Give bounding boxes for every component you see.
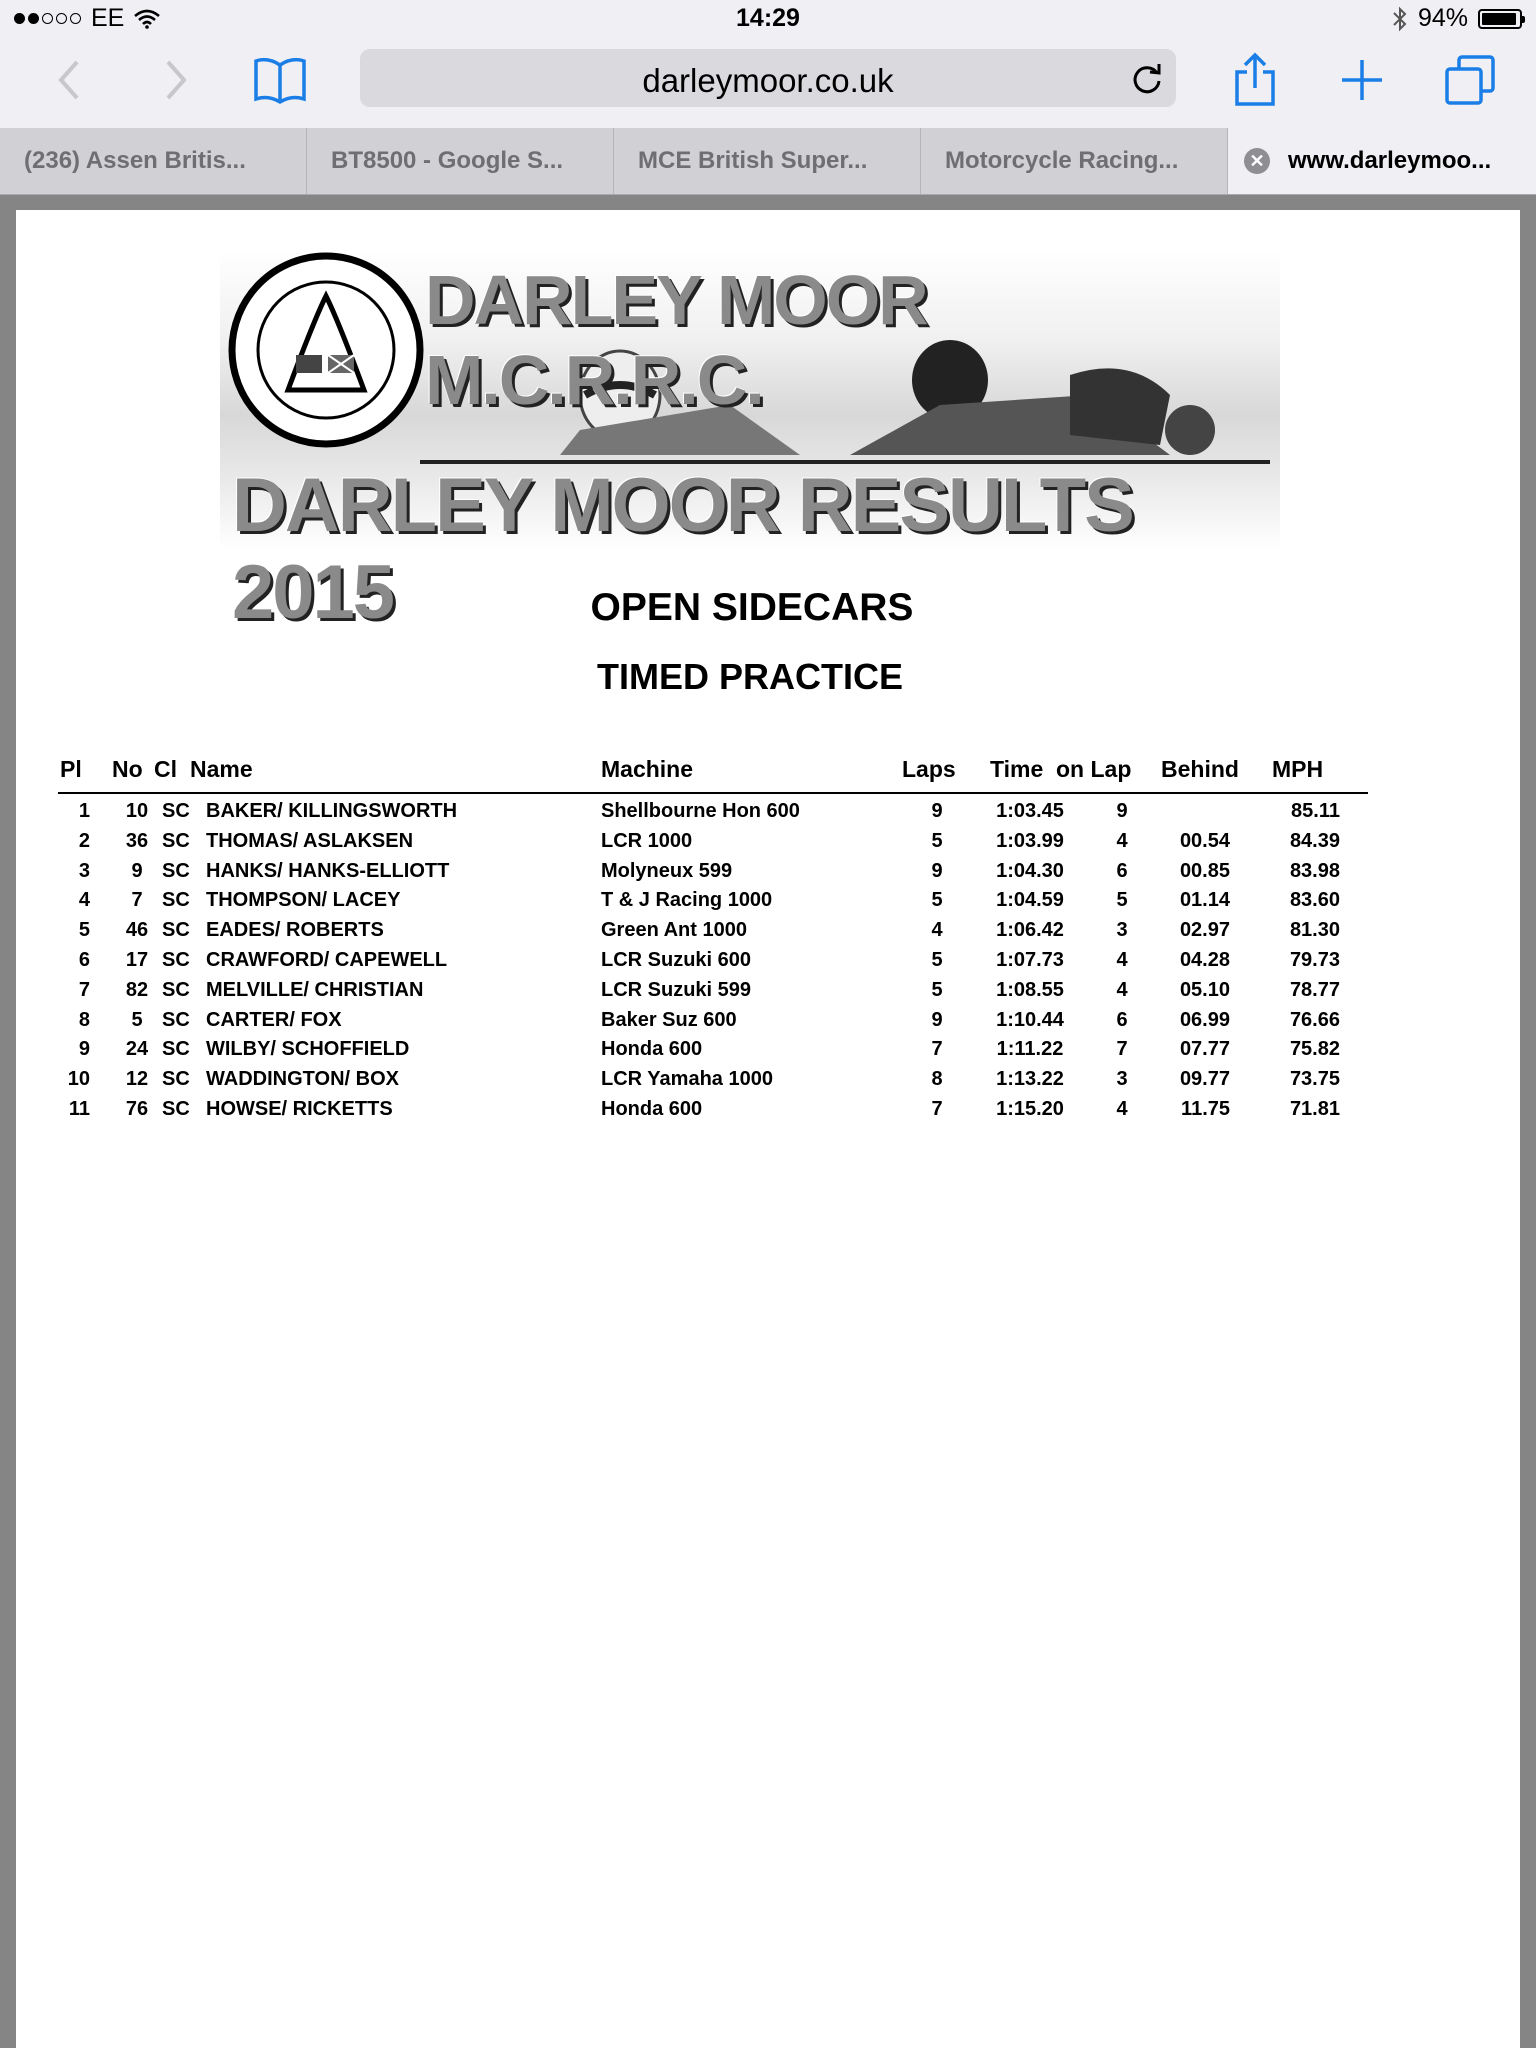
page-subtitle: TIMED PRACTICE — [597, 656, 903, 697]
cell-pl: 1 — [78, 800, 90, 822]
cell-time: 1:03.99 — [996, 829, 1064, 852]
cell-on-lap: 6 — [1116, 859, 1128, 882]
cell-time: 1:13.22 — [996, 1068, 1064, 1091]
cell-pl: 3 — [78, 859, 90, 882]
cell-on-lap: 4 — [1116, 829, 1128, 852]
cell-name: HANKS/ HANKS-ELLIOTT — [206, 859, 450, 882]
cell-cl: SC — [162, 1098, 190, 1120]
cell-name: CRAWFORD/ CAPEWELL — [206, 949, 448, 971]
cell-time: 1:07.73 — [996, 949, 1064, 971]
tabs-icon — [1443, 53, 1497, 107]
cell-mph: 85.11 — [1291, 800, 1340, 822]
table-row — [0, 800, 1536, 830]
bookmarks-icon — [252, 55, 308, 105]
cell-mph: 83.98 — [1289, 859, 1340, 882]
cell-behind: 05.10 — [1179, 978, 1230, 1001]
cell-machine: Green Ant 1000 — [601, 919, 747, 942]
cell-cl: SC — [162, 889, 190, 912]
close-tab-icon[interactable]: ✕ — [1244, 148, 1270, 174]
col-pl: Pl — [60, 756, 82, 782]
cell-on-lap: 3 — [1116, 1068, 1128, 1091]
status-time: 14:29 — [736, 4, 800, 32]
cell-laps: 5 — [931, 978, 943, 1001]
cell-pl: 10 — [67, 1068, 90, 1091]
cell-cl: SC — [162, 978, 190, 1001]
cell-machine: LCR Yamaha 1000 — [601, 1068, 773, 1091]
cell-cl: SC — [162, 859, 190, 882]
col-on-lap: on Lap — [1056, 756, 1132, 782]
tabs-button[interactable] — [1440, 50, 1500, 110]
cell-time: 1:15.20 — [996, 1098, 1064, 1120]
tab-label: www.darleymoo... — [1288, 147, 1492, 174]
cell-laps: 9 — [931, 800, 943, 822]
cell-name: EADES/ ROBERTS — [206, 919, 384, 942]
tab-darleymoor[interactable] — [1228, 128, 1536, 194]
cell-laps: 7 — [931, 1098, 943, 1120]
cell-behind: 00.54 — [1179, 829, 1230, 852]
cell-on-lap: 4 — [1116, 1098, 1128, 1120]
url-text: darleymoor.co.uk — [642, 62, 894, 99]
cell-no: 9 — [131, 859, 143, 882]
cell-on-lap: 6 — [1116, 1008, 1128, 1031]
reload-icon[interactable] — [1130, 61, 1164, 95]
col-laps: Laps — [902, 756, 956, 782]
results-table-header — [0, 756, 1536, 786]
cell-on-lap: 4 — [1116, 978, 1128, 1001]
battery-icon — [1478, 9, 1522, 29]
cell-name: WADDINGTON/ BOX — [206, 1068, 399, 1091]
cell-on-lap: 3 — [1116, 919, 1128, 942]
new-tab-button[interactable] — [1332, 50, 1392, 110]
back-button[interactable] — [40, 50, 100, 110]
cell-time: 1:04.30 — [996, 859, 1064, 882]
cell-mph: 75.82 — [1289, 1038, 1340, 1061]
cell-time: 1:06.42 — [996, 919, 1064, 942]
cell-name: WILBY/ SCHOFFIELD — [206, 1038, 410, 1061]
cell-pl: 11 — [68, 1098, 90, 1120]
bluetooth-icon — [1392, 6, 1408, 32]
col-name: Name — [190, 756, 253, 782]
bookmarks-button[interactable] — [250, 50, 310, 110]
table-row — [0, 1038, 1536, 1068]
browser-toolbar — [0, 40, 1536, 128]
cell-behind: 01.14 — [1179, 889, 1230, 912]
cell-name: HOWSE/ RICKETTS — [206, 1098, 393, 1120]
col-time: Time — [990, 756, 1044, 782]
cell-laps: 8 — [931, 1068, 943, 1091]
cell-mph: 83.60 — [1289, 889, 1340, 912]
cell-machine: Baker Suz 600 — [601, 1008, 737, 1031]
cell-cl: SC — [162, 1038, 190, 1061]
battery-percent: 94% — [1417, 4, 1468, 32]
cell-no: 10 — [125, 800, 149, 822]
cell-behind: 04.28 — [1179, 949, 1230, 971]
cell-behind: 07.77 — [1179, 1038, 1230, 1061]
cell-no: 46 — [125, 919, 149, 942]
page-title: OPEN SIDECARS — [590, 586, 914, 629]
cell-machine: Honda 600 — [601, 1038, 703, 1061]
cell-machine: T & J Racing 1000 — [601, 889, 773, 912]
cell-machine: LCR 1000 — [601, 829, 693, 852]
cell-time: 1:08.55 — [996, 978, 1064, 1001]
banner-title: DARLEY MOOR M.C.R.R.C. — [425, 261, 927, 419]
col-machine: Machine — [601, 756, 694, 782]
cell-time: 1:10.44 — [996, 1008, 1064, 1031]
cell-laps: 9 — [931, 1008, 943, 1031]
tab-motorcycle-racing[interactable] — [921, 128, 1228, 194]
cell-pl: 5 — [78, 919, 90, 942]
cell-no: 76 — [125, 1098, 149, 1120]
tab-strip — [0, 128, 1536, 195]
cell-behind: 02.97 — [1179, 919, 1230, 942]
header-rule — [58, 792, 1368, 794]
cell-machine: LCR Suzuki 600 — [601, 949, 752, 971]
cell-on-lap: 5 — [1116, 889, 1128, 912]
table-row — [0, 1098, 1536, 1128]
cell-mph: 76.66 — [1289, 1008, 1340, 1031]
tab-label: BT8500 - Google S... — [331, 147, 564, 174]
banner-subtitle: DARLEY MOOR RESULTS 2015 — [232, 463, 1133, 635]
cell-pl: 7 — [78, 978, 90, 1001]
cell-laps: 5 — [931, 949, 943, 971]
cell-time: 1:03.45 — [996, 800, 1064, 822]
address-bar[interactable] — [360, 49, 1176, 107]
cell-no: 12 — [125, 1068, 149, 1091]
cell-mph: 79.73 — [1289, 949, 1340, 971]
cell-cl: SC — [162, 1008, 190, 1031]
cell-mph: 73.75 — [1289, 1068, 1340, 1091]
table-row — [0, 919, 1536, 949]
cell-mph: 71.81 — [1289, 1098, 1340, 1120]
cell-machine: Molyneux 599 — [601, 859, 733, 882]
status-bar — [0, 0, 1536, 40]
cell-behind: 11.75 — [1181, 1098, 1230, 1120]
cell-name: CARTER/ FOX — [206, 1008, 342, 1031]
tab-label: MCE British Super... — [638, 147, 868, 174]
cell-behind: 09.77 — [1179, 1068, 1230, 1091]
cell-machine: Shellbourne Hon 600 — [601, 800, 800, 822]
cell-laps: 4 — [931, 919, 943, 942]
col-cl: Cl — [154, 756, 177, 782]
cell-no: 7 — [131, 889, 143, 912]
tab-label: (236) Assen Britis... — [24, 147, 246, 174]
forward-icon — [160, 58, 190, 102]
cell-behind: 06.99 — [1179, 1008, 1230, 1031]
cell-laps: 5 — [931, 829, 943, 852]
table-row — [0, 979, 1536, 1009]
cell-cl: SC — [162, 829, 190, 852]
cell-pl: 6 — [78, 949, 90, 971]
cell-machine: LCR Suzuki 599 — [601, 978, 752, 1001]
status-right — [1392, 4, 1522, 33]
col-behind: Behind — [1161, 756, 1239, 782]
back-icon — [55, 58, 85, 102]
cell-laps: 9 — [931, 859, 943, 882]
forward-button[interactable] — [145, 50, 205, 110]
cell-pl: 9 — [78, 1038, 90, 1061]
share-icon — [1232, 52, 1278, 108]
cell-on-lap: 4 — [1116, 949, 1128, 971]
cell-no: 17 — [125, 949, 149, 971]
cell-name: MELVILLE/ CHRISTIAN — [206, 978, 424, 1001]
cell-cl: SC — [162, 800, 190, 822]
cell-pl: 2 — [78, 829, 90, 852]
cell-pl: 8 — [78, 1008, 90, 1031]
tab-bt8500[interactable] — [307, 128, 614, 194]
table-row — [0, 830, 1536, 860]
cell-name: THOMAS/ ASLAKSEN — [206, 829, 414, 852]
cell-cl: SC — [162, 1068, 190, 1091]
cell-no: 82 — [125, 978, 149, 1001]
tab-mce[interactable] — [614, 128, 921, 194]
cell-on-lap: 7 — [1116, 1038, 1128, 1061]
table-row — [0, 860, 1536, 890]
table-row — [0, 1009, 1536, 1039]
table-row — [0, 889, 1536, 919]
cell-machine: Honda 600 — [601, 1098, 703, 1120]
cell-mph: 81.30 — [1289, 919, 1340, 942]
col-no: No — [112, 756, 143, 782]
tab-assen[interactable] — [0, 128, 307, 194]
cell-no: 24 — [125, 1038, 149, 1061]
table-row — [0, 1068, 1536, 1098]
cell-time: 1:11.22 — [996, 1038, 1064, 1061]
cell-name: THOMPSON/ LACEY — [206, 889, 401, 912]
cell-behind: 00.85 — [1179, 859, 1230, 882]
cell-cl: SC — [162, 919, 190, 942]
cell-on-lap: 9 — [1116, 800, 1128, 822]
tab-label: Motorcycle Racing... — [945, 147, 1179, 174]
cell-laps: 5 — [931, 889, 943, 912]
cell-laps: 7 — [931, 1038, 943, 1061]
carrier-label: EE — [91, 4, 125, 32]
col-mph: MPH — [1272, 756, 1324, 782]
new-tab-icon — [1339, 57, 1385, 103]
cell-pl: 4 — [78, 889, 90, 912]
cell-cl: SC — [162, 949, 190, 971]
cell-mph: 84.39 — [1289, 829, 1340, 852]
table-row — [0, 949, 1536, 979]
club-logo — [226, 250, 426, 450]
cell-time: 1:04.59 — [996, 889, 1064, 912]
cell-name: BAKER/ KILLINGSWORTH — [206, 800, 458, 822]
cell-no: 5 — [131, 1008, 143, 1031]
share-button[interactable] — [1225, 50, 1285, 110]
cell-no: 36 — [125, 829, 149, 852]
cell-mph: 78.77 — [1289, 978, 1340, 1001]
